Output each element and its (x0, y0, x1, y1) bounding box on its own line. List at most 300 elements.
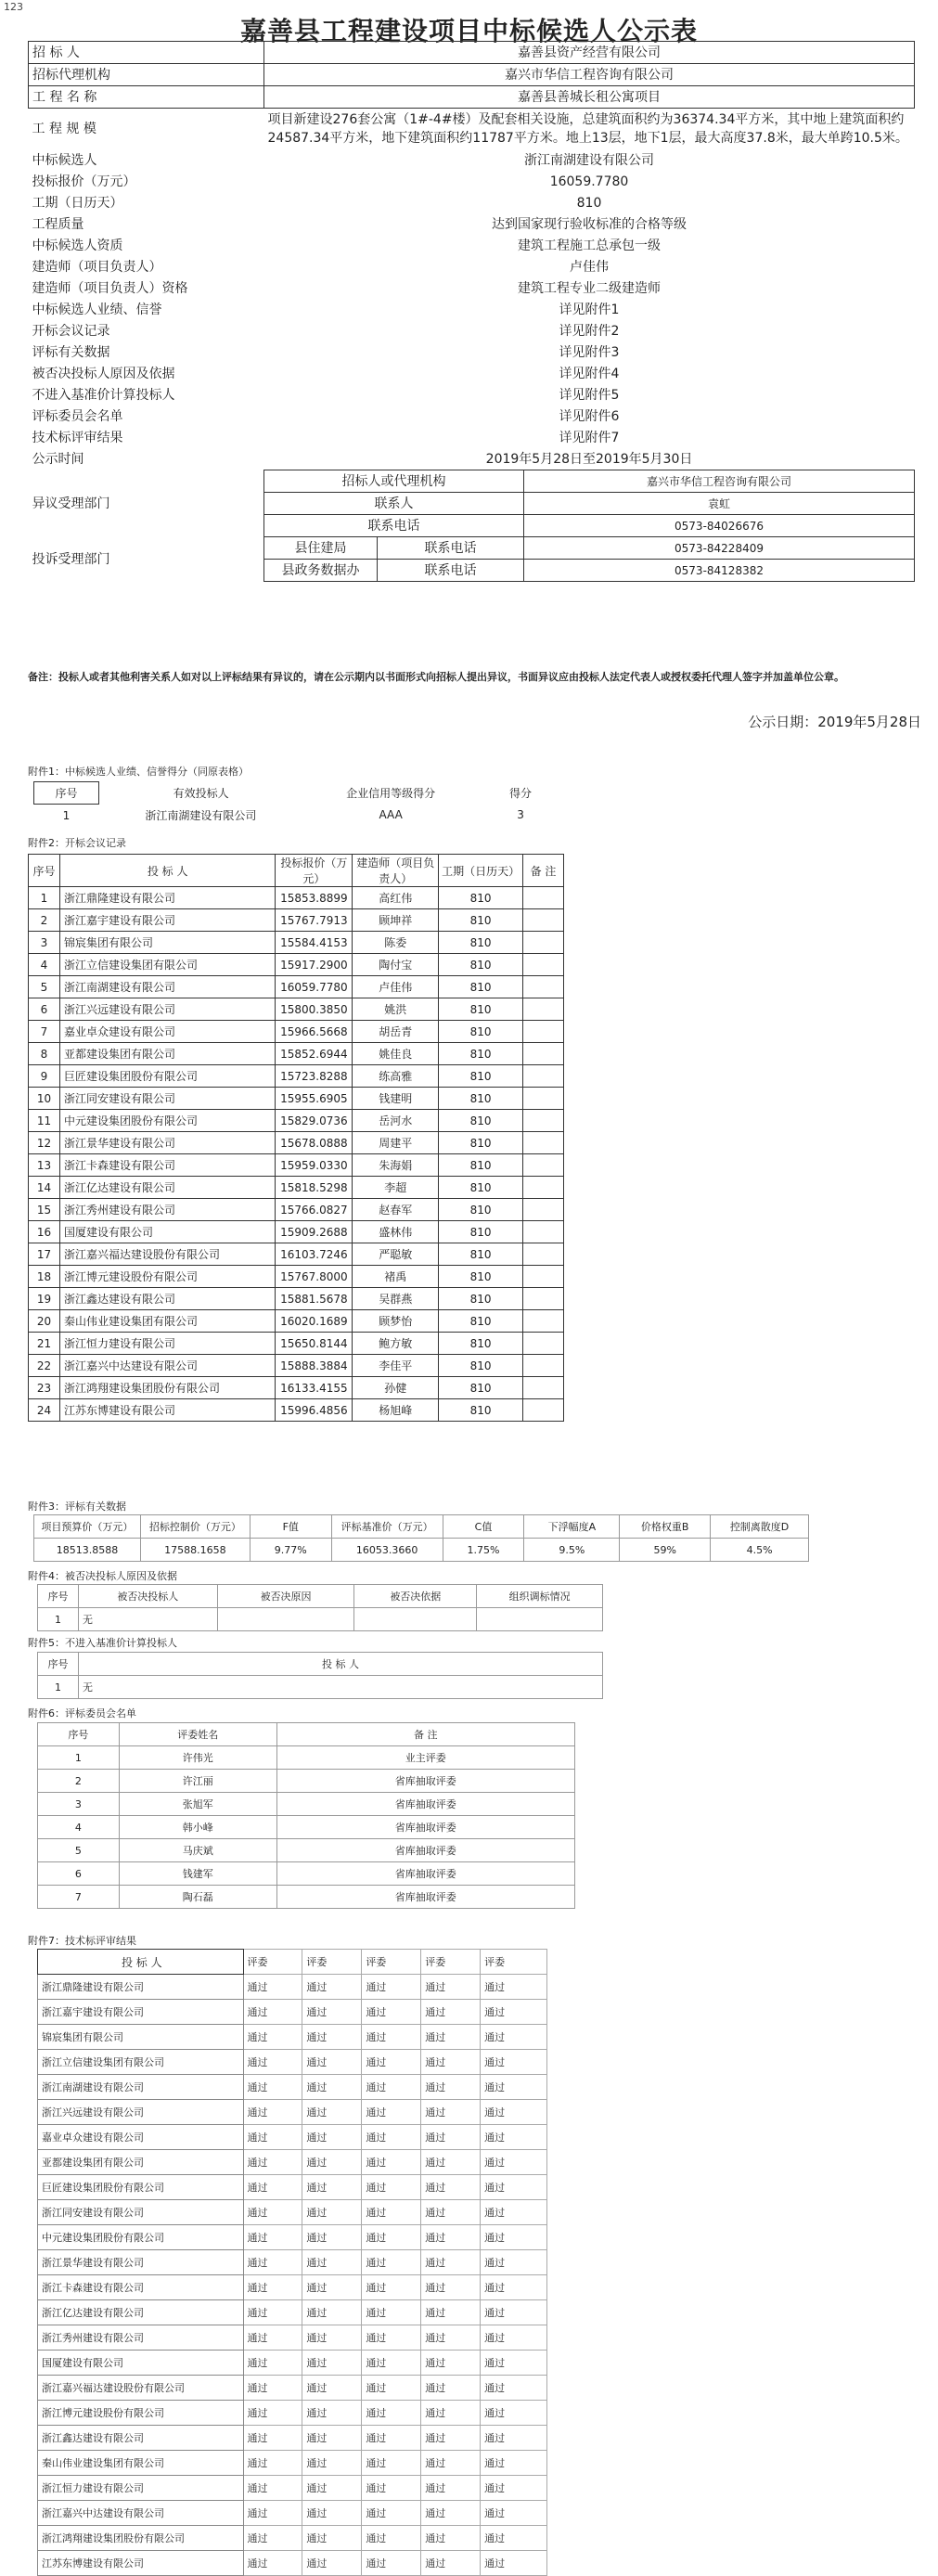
att2-row (29, 954, 564, 976)
att6-header-cell: 备 注 (276, 1723, 574, 1746)
att4-cell (354, 1608, 477, 1631)
att2-cell: 15966.5668 (276, 1021, 353, 1043)
objection-agent-value: 嘉兴市华信工程咨询有限公司 (524, 470, 915, 493)
att7-row (38, 2275, 547, 2300)
att7-result-cell: 通过 (243, 2200, 302, 2225)
objection-phone-label: 联系电话 (264, 515, 524, 537)
att1-cell: 浙江南湖建设有限公司 (145, 808, 257, 822)
att2-row (29, 998, 564, 1021)
att4-header-cell: 序号 (38, 1585, 79, 1608)
att7-result-cell: 通过 (421, 2376, 481, 2401)
notice-table (28, 41, 915, 582)
att6-cell: 4 (38, 1816, 120, 1839)
att2-cell: 810 (439, 1110, 523, 1132)
field-label: 中标候选人资质 (32, 238, 123, 253)
att6-cell: 7 (38, 1886, 120, 1909)
att6-row (38, 1770, 575, 1793)
field-label: 建造师（项目负责人） (32, 259, 162, 275)
att7-bidder-cell: 浙江恒力建设有限公司 (38, 2476, 244, 2501)
att1-header-cell: 企业信用等级得分 (346, 787, 436, 800)
att4-cell: 1 (38, 1608, 79, 1631)
att7-table (37, 1949, 547, 2576)
att6-cell: 3 (38, 1793, 120, 1816)
att3-header-row (34, 1515, 809, 1539)
att7-row (38, 2200, 547, 2225)
att7-row (38, 2526, 547, 2551)
att7-result-cell: 通过 (481, 2275, 547, 2300)
att7-result-cell: 通过 (481, 2000, 547, 2025)
att2-cell (523, 1333, 564, 1355)
att7-row (38, 2376, 547, 2401)
att2-cell: 15650.8144 (276, 1333, 353, 1355)
page-number: 123 (4, 1, 23, 13)
att2-row (29, 1243, 564, 1266)
att2-cell: 11 (29, 1110, 60, 1132)
att2-cell (523, 1399, 564, 1422)
att7-result-cell: 通过 (362, 2075, 421, 2100)
att7-result-cell: 通过 (243, 2325, 302, 2351)
att2-header-cell: 备 注 (523, 855, 564, 887)
att2-row (29, 1154, 564, 1177)
complaint-phone-value: 0573-84128382 (524, 560, 915, 582)
field-value: 16059.7780 (549, 174, 629, 189)
att7-result-cell: 通过 (362, 2300, 421, 2325)
att7-result-cell: 通过 (302, 2325, 362, 2351)
att7-bidder-cell: 浙江同安建设有限公司 (38, 2200, 244, 2225)
notice-row (29, 277, 915, 299)
att7-result-cell: 通过 (421, 2075, 481, 2100)
att5-header-cell: 投 标 人 (78, 1653, 602, 1676)
att2-cell (523, 1199, 564, 1221)
att2-cell: 秦山伟业建设集团有限公司 (59, 1310, 275, 1333)
att6-header-cell: 评委姓名 (119, 1723, 276, 1746)
att7-row (38, 2075, 547, 2100)
att7-result-cell: 通过 (302, 1975, 362, 2000)
att7-result-cell: 通过 (243, 1975, 302, 2000)
att2-cell: 褚禹 (353, 1266, 439, 1288)
field-label: 评标有关数据 (32, 344, 110, 360)
att6-cell: 6 (38, 1862, 120, 1886)
att7-bidder-cell: 秦山伟业建设集团有限公司 (38, 2451, 244, 2476)
att7-result-cell: 通过 (481, 2150, 547, 2175)
att2-cell (523, 1043, 564, 1065)
notice-row (29, 171, 915, 192)
att2-cell: 9 (29, 1065, 60, 1088)
att3-heading: 附件3：评标有关数据 (28, 1501, 126, 1513)
att2-cell: 浙江恒力建设有限公司 (59, 1333, 275, 1355)
att2-row (29, 1333, 564, 1355)
att2-cell: 810 (439, 887, 523, 909)
att2-cell: 6 (29, 998, 60, 1021)
att2-cell: 15678.0888 (276, 1132, 353, 1154)
att7-result-cell: 通过 (362, 1975, 421, 2000)
att2-cell: 810 (439, 954, 523, 976)
att7-result-cell: 通过 (243, 2300, 302, 2325)
page-title: 嘉善县工程建设项目中标候选人公示表 (239, 16, 698, 46)
att7-row (38, 2125, 547, 2150)
att7-result-cell: 通过 (421, 1975, 481, 2000)
att2-cell: 20 (29, 1310, 60, 1333)
att7-bidder-cell: 浙江博元建设股份有限公司 (38, 2401, 244, 2426)
att7-result-cell: 通过 (362, 2250, 421, 2275)
att2-cell: 顾坤祥 (353, 909, 439, 932)
att1-row (34, 805, 563, 827)
att6-header-row (38, 1723, 575, 1746)
att7-bidder-cell: 浙江嘉兴中达建设有限公司 (38, 2501, 244, 2526)
att3-header-cell: F值 (250, 1515, 331, 1539)
att7-result-cell: 通过 (243, 2225, 302, 2250)
att7-result-cell: 通过 (362, 2551, 421, 2576)
att7-result-cell: 通过 (421, 2451, 481, 2476)
att2-cell: 810 (439, 1243, 523, 1266)
att2-cell: 810 (439, 1377, 523, 1399)
att2-cell: 12 (29, 1132, 60, 1154)
att7-bidder-cell: 亚都建设集团有限公司 (38, 2150, 244, 2175)
att2-row (29, 1288, 564, 1310)
att7-result-cell: 通过 (243, 2501, 302, 2526)
att7-bidder-cell: 浙江亿达建设有限公司 (38, 2300, 244, 2325)
att2-cell (523, 932, 564, 954)
att7-result-cell: 通过 (243, 2426, 302, 2451)
att2-row (29, 1132, 564, 1154)
att7-heading: 附件7：技术标评审结果 (28, 1935, 136, 1947)
att2-cell: 810 (439, 1221, 523, 1243)
att6-row (38, 1793, 575, 1816)
att2-cell: 鲍方敏 (353, 1333, 439, 1355)
att2-cell: 浙江兴远建设有限公司 (59, 998, 275, 1021)
att7-bidder-cell: 浙江立信建设集团有限公司 (38, 2050, 244, 2075)
att3-header-cell: 项目预算价（万元） (34, 1515, 141, 1539)
att2-header-cell: 投 标 人 (59, 855, 275, 887)
att2-cell (523, 1110, 564, 1132)
att7-result-cell: 通过 (302, 2050, 362, 2075)
att6-cell: 钱建军 (119, 1862, 276, 1886)
att7-result-cell: 通过 (421, 2426, 481, 2451)
att2-cell: 13 (29, 1154, 60, 1177)
att2-cell: 浙江卡森建设有限公司 (59, 1154, 275, 1177)
att2-cell: 15852.6944 (276, 1043, 353, 1065)
att2-cell: 15 (29, 1199, 60, 1221)
att2-cell: 浙江立信建设集团有限公司 (59, 954, 275, 976)
field-label: 被否决投标人原因及依据 (32, 366, 175, 381)
att7-result-cell: 通过 (243, 2451, 302, 2476)
att7-result-cell: 通过 (362, 2175, 421, 2200)
att2-cell: 浙江嘉兴福达建设股份有限公司 (59, 1243, 275, 1266)
att3-header-cell: C值 (443, 1515, 524, 1539)
att7-bidder-cell: 浙江鼎隆建设有限公司 (38, 1975, 244, 2000)
att2-cell: 810 (439, 976, 523, 998)
att7-result-cell: 通过 (302, 2300, 362, 2325)
att2-cell: 16133.4155 (276, 1377, 353, 1399)
att6-header-cell: 序号 (38, 1723, 120, 1746)
complaint-org: 县住建局 (264, 537, 378, 560)
att2-table (28, 854, 564, 1422)
field-label: 建造师（项目负责人）资格 (32, 280, 188, 296)
att2-cell: 杨旭峰 (353, 1399, 439, 1422)
att7-bidder-cell: 浙江鑫达建设有限公司 (38, 2426, 244, 2451)
field-value: 详见附件4 (559, 366, 620, 381)
att6-cell: 省库抽取评委 (276, 1793, 574, 1816)
att7-result-cell: 通过 (421, 2300, 481, 2325)
att7-result-cell: 通过 (243, 2150, 302, 2175)
att7-bidder-cell: 浙江兴远建设有限公司 (38, 2100, 244, 2125)
att6-cell: 2 (38, 1770, 120, 1793)
att6-row (38, 1746, 575, 1770)
att7-bidder-cell: 浙江卡森建设有限公司 (38, 2275, 244, 2300)
att2-cell: 江苏东博建设有限公司 (59, 1399, 275, 1422)
att7-result-cell: 通过 (243, 2000, 302, 2025)
att7-row (38, 2150, 547, 2175)
att2-cell: 810 (439, 1177, 523, 1199)
att2-cell (523, 1310, 564, 1333)
att7-result-cell: 通过 (481, 2300, 547, 2325)
att2-cell: 810 (439, 1021, 523, 1043)
att2-cell: 15888.3884 (276, 1355, 353, 1377)
att2-row (29, 1266, 564, 1288)
objection-contact-value: 袁虹 (524, 493, 915, 515)
att2-cell: 16059.7780 (276, 976, 353, 998)
att2-cell (523, 1088, 564, 1110)
field-value: 嘉善县善城长租公寓项目 (264, 86, 915, 109)
field-label: 工期（日历天） (32, 195, 123, 211)
att2-cell: 陶付宝 (353, 954, 439, 976)
att2-cell: 浙江秀州建设有限公司 (59, 1199, 275, 1221)
att7-result-cell: 通过 (243, 2050, 302, 2075)
att7-result-cell: 通过 (421, 2025, 481, 2050)
att7-result-cell: 通过 (481, 2175, 547, 2200)
att6-cell: 陶石磊 (119, 1886, 276, 1909)
att2-cell (523, 1177, 564, 1199)
att2-cell: 国厦建设有限公司 (59, 1221, 275, 1243)
notice-row (29, 109, 915, 150)
complaint-phone-label: 联系电话 (378, 560, 524, 582)
att6-row (38, 1862, 575, 1886)
att2-cell: 盛林伟 (353, 1221, 439, 1243)
att1-heading: 附件1：中标候选人业绩、信誉得分（同原表格） (28, 766, 249, 778)
att2-cell: 810 (439, 1154, 523, 1177)
att6-row (38, 1839, 575, 1862)
notice-row (29, 256, 915, 277)
remark-note: 备注：投标人或者其他利害关系人如对以上评标结果有异议的，请在公示期内以书面形式向招标人提出异议，书面异议应由投标人法定代表人或授权委托代理人签字并加盖单位公章。 (28, 671, 844, 683)
att2-header-cell: 建造师（项目负责人） (353, 855, 439, 887)
att7-result-cell: 通过 (302, 2150, 362, 2175)
notice-row (29, 149, 915, 171)
field-label: 工 程 名 称 (29, 86, 264, 109)
att2-cell: 亚都建设集团有限公司 (59, 1043, 275, 1065)
att3-cell: 4.5% (711, 1539, 809, 1562)
att7-result-cell: 通过 (362, 2526, 421, 2551)
att7-bidder-cell: 锦宸集团有限公司 (38, 2025, 244, 2050)
field-value: 详见附件3 (559, 344, 620, 360)
att1-header-cell: 序号 (34, 782, 99, 805)
att2-cell: 浙江嘉宇建设有限公司 (59, 909, 275, 932)
att2-cell (523, 1243, 564, 1266)
att3-header-cell: 评标基准价（万元） (331, 1515, 443, 1539)
att5-header-cell: 序号 (38, 1653, 79, 1676)
att7-result-cell: 通过 (421, 2150, 481, 2175)
field-label: 不进入基准价计算投标人 (32, 387, 175, 403)
att7-result-cell: 通过 (302, 2476, 362, 2501)
att3-cell: 16053.3660 (331, 1539, 443, 1562)
att5-cell: 1 (38, 1676, 79, 1699)
notice-row (29, 299, 915, 320)
att7-result-cell: 通过 (481, 2050, 547, 2075)
field-value: 2019年5月28日至2019年5月30日 (485, 451, 693, 467)
field-value: 810 (576, 195, 602, 211)
att7-result-cell: 通过 (481, 2426, 547, 2451)
notice-row (29, 86, 915, 109)
notice-row (29, 341, 915, 363)
att6-cell: 马庆斌 (119, 1839, 276, 1862)
att7-row (38, 2501, 547, 2526)
att2-cell: 中元建设集团股份有限公司 (59, 1110, 275, 1132)
att2-cell: 810 (439, 1199, 523, 1221)
att7-row (38, 2225, 547, 2250)
att7-result-cell: 通过 (481, 2100, 547, 2125)
objection-label: 异议受理部门 (32, 496, 110, 511)
att4-cell (477, 1608, 603, 1631)
field-label: 评标委员会名单 (32, 408, 123, 424)
att2-cell: 24 (29, 1399, 60, 1422)
att7-bidder-cell: 江苏东博建设有限公司 (38, 2551, 244, 2576)
att7-bidder-cell: 巨匠建设集团股份有限公司 (38, 2175, 244, 2200)
att2-row (29, 1065, 564, 1088)
att2-cell (523, 1266, 564, 1288)
att1-header-cell: 有效投标人 (173, 787, 229, 800)
att2-cell: 810 (439, 1043, 523, 1065)
notice-row (29, 235, 915, 256)
att7-result-cell: 通过 (302, 2551, 362, 2576)
att7-result-cell: 通过 (362, 2376, 421, 2401)
field-label: 中标候选人 (32, 152, 97, 168)
att2-cell: 15767.7913 (276, 909, 353, 932)
att7-result-cell: 通过 (481, 2325, 547, 2351)
att2-cell: 810 (439, 1088, 523, 1110)
att2-cell: 3 (29, 932, 60, 954)
att2-cell: 810 (439, 998, 523, 1021)
att2-cell: 浙江南湖建设有限公司 (59, 976, 275, 998)
att2-cell: 21 (29, 1333, 60, 1355)
att7-result-cell: 通过 (421, 2476, 481, 2501)
att2-cell: 810 (439, 909, 523, 932)
att1-header-cell: 得分 (509, 787, 533, 800)
att2-cell: 岳河水 (353, 1110, 439, 1132)
att2-row (29, 1310, 564, 1333)
att2-cell (523, 1021, 564, 1043)
att6-cell: 省库抽取评委 (276, 1816, 574, 1839)
att2-cell: 14 (29, 1177, 60, 1199)
att6-row (38, 1816, 575, 1839)
att2-cell: 17 (29, 1243, 60, 1266)
att6-cell: 省库抽取评委 (276, 1886, 574, 1909)
att7-result-cell: 通过 (243, 2075, 302, 2100)
att7-row (38, 2025, 547, 2050)
att7-result-cell: 通过 (421, 2200, 481, 2225)
field-value: 详见附件6 (559, 408, 620, 424)
att6-cell: 1 (38, 1746, 120, 1770)
att7-result-cell: 通过 (421, 2401, 481, 2426)
field-label: 工程质量 (32, 216, 84, 232)
att7-result-cell: 通过 (421, 2225, 481, 2250)
att7-row (38, 2401, 547, 2426)
att7-row (38, 2100, 547, 2125)
att7-result-cell: 通过 (302, 2100, 362, 2125)
att2-cell: 周建平 (353, 1132, 439, 1154)
att3-table (33, 1514, 809, 1562)
att6-heading: 附件6：评标委员会名单 (28, 1707, 136, 1719)
att5-row (38, 1676, 603, 1699)
field-value: 详见附件2 (559, 323, 620, 339)
att2-cell: 810 (439, 932, 523, 954)
att7-result-cell: 通过 (481, 1975, 547, 2000)
att7-result-cell: 通过 (362, 2050, 421, 2075)
att2-header-cell: 投标报价（万元） (276, 855, 353, 887)
att7-result-cell: 通过 (362, 2426, 421, 2451)
complaint-org: 县政务数据办 (264, 560, 378, 582)
complaint-label: 投诉受理部门 (32, 551, 110, 567)
att2-cell: 顾梦怡 (353, 1310, 439, 1333)
att2-heading: 附件2：开标会议记录 (28, 837, 126, 849)
att6-cell: 业主评委 (276, 1746, 574, 1770)
notice-row (29, 64, 915, 86)
att2-cell: 李佳平 (353, 1355, 439, 1377)
att4-header-row (38, 1585, 603, 1608)
att2-cell: 钱建明 (353, 1088, 439, 1110)
att2-cell: 浙江鸿翔建设集团股份有限公司 (59, 1377, 275, 1399)
att1-header-row (34, 782, 563, 805)
field-value: 建筑工程施工总承包一级 (518, 238, 661, 253)
field-label: 投标报价（万元） (32, 174, 136, 189)
publish-date: 公示日期：2019年5月28日 (748, 714, 921, 730)
att7-result-cell: 通过 (302, 2125, 362, 2150)
att7-result-cell: 通过 (302, 2000, 362, 2025)
att7-result-cell: 通过 (421, 2125, 481, 2150)
att7-result-cell: 通过 (481, 2526, 547, 2551)
att2-cell: 810 (439, 1288, 523, 1310)
att7-result-cell: 通过 (243, 2250, 302, 2275)
att2-cell: 姚洪 (353, 998, 439, 1021)
att2-cell: 16 (29, 1221, 60, 1243)
att2-cell: 练高雅 (353, 1065, 439, 1088)
att2-cell: 高红伟 (353, 887, 439, 909)
att2-cell (523, 976, 564, 998)
att2-cell: 810 (439, 1333, 523, 1355)
att7-result-cell: 通过 (302, 2501, 362, 2526)
att7-row (38, 2000, 547, 2025)
att2-row (29, 1088, 564, 1110)
att2-cell (523, 1221, 564, 1243)
att7-result-cell: 通过 (362, 2000, 421, 2025)
att7-result-cell: 通过 (362, 2150, 421, 2175)
att2-cell: 22 (29, 1355, 60, 1377)
att5-table (37, 1652, 603, 1699)
att6-cell: 韩小峰 (119, 1816, 276, 1839)
att2-cell: 15917.2900 (276, 954, 353, 976)
field-label: 开标会议记录 (32, 323, 110, 339)
notice-row (29, 192, 915, 213)
att6-cell: 5 (38, 1839, 120, 1862)
att7-result-cell: 通过 (481, 2476, 547, 2501)
att4-cell: 无 (78, 1608, 217, 1631)
att2-cell (523, 1288, 564, 1310)
att2-cell: 8 (29, 1043, 60, 1065)
att2-row (29, 1021, 564, 1043)
att7-result-cell: 通过 (362, 2451, 421, 2476)
att2-cell: 15818.5298 (276, 1177, 353, 1199)
att7-result-cell: 通过 (302, 2351, 362, 2376)
att7-header-cell: 评委 (362, 1950, 421, 1975)
att2-cell: 李超 (353, 1177, 439, 1199)
